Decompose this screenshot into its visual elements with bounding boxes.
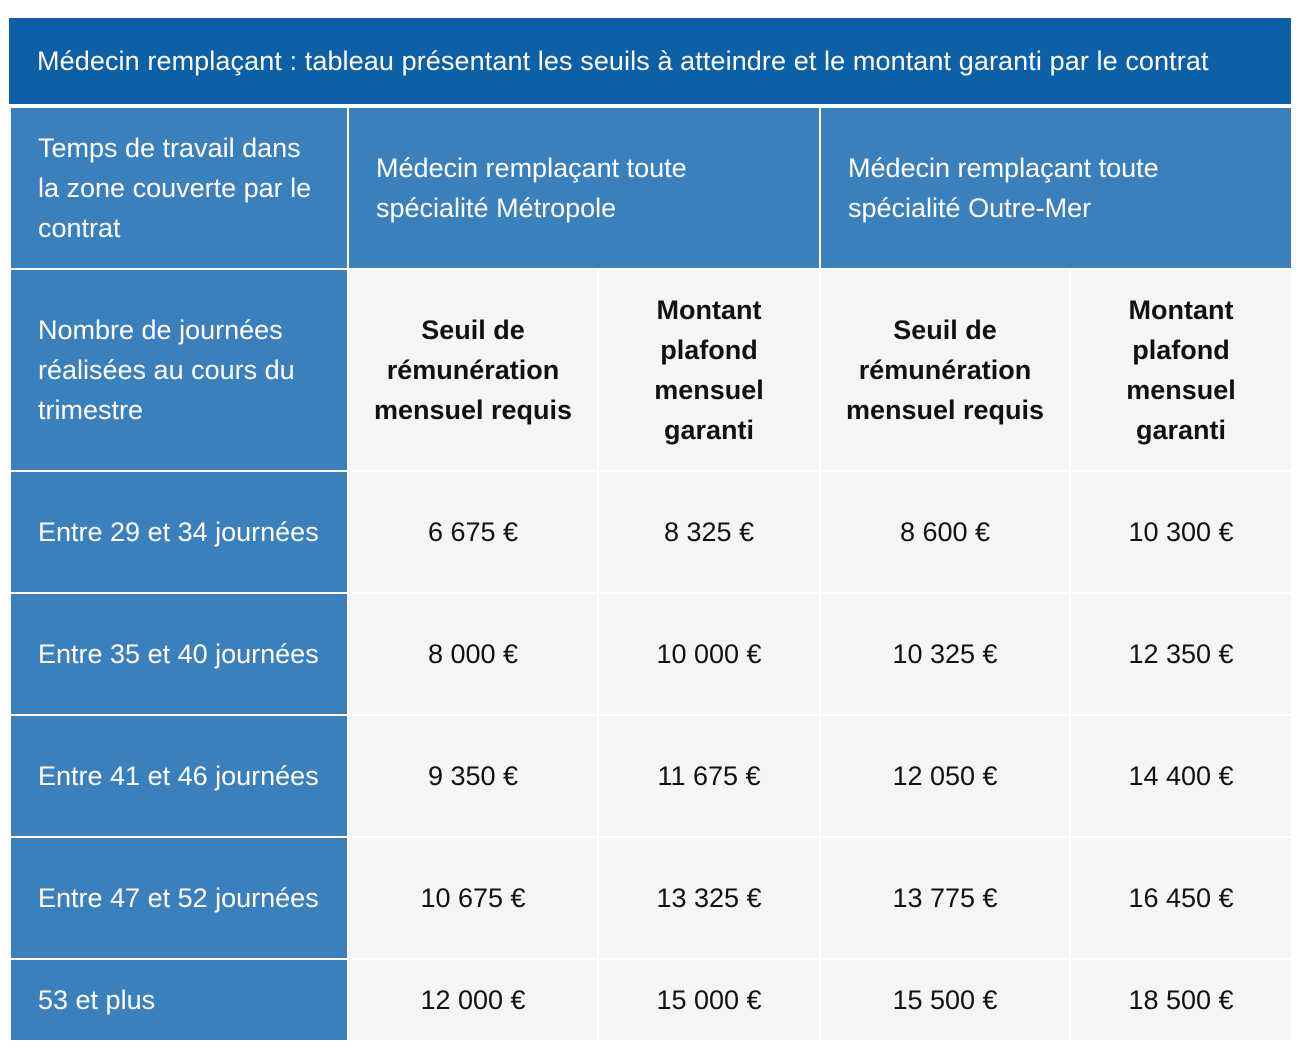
- row-label: 53 et plus: [10, 959, 348, 1041]
- subheader-metro-seuil: Seuil de rémunération mensuel requis: [348, 269, 598, 471]
- cell-om-montant: 10 300 €: [1070, 471, 1292, 593]
- cell-metro-montant: 8 325 €: [598, 471, 820, 593]
- cell-metro-seuil: 12 000 €: [348, 959, 598, 1041]
- table-container: [9, 18, 1291, 1042]
- header-metropole: Médecin remplaçant toute spécialité Métropole: [348, 107, 820, 269]
- cell-om-montant: 14 400 €: [1070, 715, 1292, 837]
- cell-metro-montant: 15 000 €: [598, 959, 820, 1041]
- cell-om-seuil: 10 325 €: [820, 593, 1070, 715]
- cell-om-seuil: 12 050 €: [820, 715, 1070, 837]
- cell-metro-seuil: 8 000 €: [348, 593, 598, 715]
- cell-om-seuil: 15 500 €: [820, 959, 1070, 1041]
- row-label: Entre 29 et 34 journées: [10, 471, 348, 593]
- cell-metro-montant: 13 325 €: [598, 837, 820, 959]
- subheader-om-montant: Montant plafond mensuel garanti: [1070, 269, 1292, 471]
- cell-om-montant: 12 350 €: [1070, 593, 1292, 715]
- subheader-om-seuil: Seuil de rémunération mensuel requis: [820, 269, 1070, 471]
- cell-om-seuil: 8 600 €: [820, 471, 1070, 593]
- cell-metro-seuil: 6 675 €: [348, 471, 598, 593]
- table-row: [10, 715, 1292, 837]
- header-work-time: Temps de travail dans la zone couverte par le contrat: [10, 107, 348, 269]
- header-row: [10, 107, 1292, 269]
- cell-metro-montant: 10 000 €: [598, 593, 820, 715]
- row-label: Entre 47 et 52 journées: [10, 837, 348, 959]
- cell-om-montant: 18 500 €: [1070, 959, 1292, 1041]
- cell-metro-seuil: 10 675 €: [348, 837, 598, 959]
- table-row: [10, 471, 1292, 593]
- row-label: Entre 41 et 46 journées: [10, 715, 348, 837]
- cell-metro-montant: 11 675 €: [598, 715, 820, 837]
- subheader-row: [10, 269, 1292, 471]
- table-row: [10, 959, 1292, 1041]
- cell-metro-seuil: 9 350 €: [348, 715, 598, 837]
- table-row: [10, 593, 1292, 715]
- cell-om-montant: 16 450 €: [1070, 837, 1292, 959]
- row-label: Entre 35 et 40 journées: [10, 593, 348, 715]
- table-row: [10, 837, 1292, 959]
- table-title: Médecin remplaçant : tableau présentant les seuils à atteindre et le montant garanti par le contrat: [9, 18, 1291, 104]
- subheader-days-label: Nombre de journées réalisées au cours du trimestre: [10, 269, 348, 471]
- header-outremer: Médecin remplaçant toute spécialité Outre-Mer: [820, 107, 1292, 269]
- subheader-metro-montant: Montant plafond mensuel garanti: [598, 269, 820, 471]
- cell-om-seuil: 13 775 €: [820, 837, 1070, 959]
- remuneration-table: [9, 106, 1293, 1042]
